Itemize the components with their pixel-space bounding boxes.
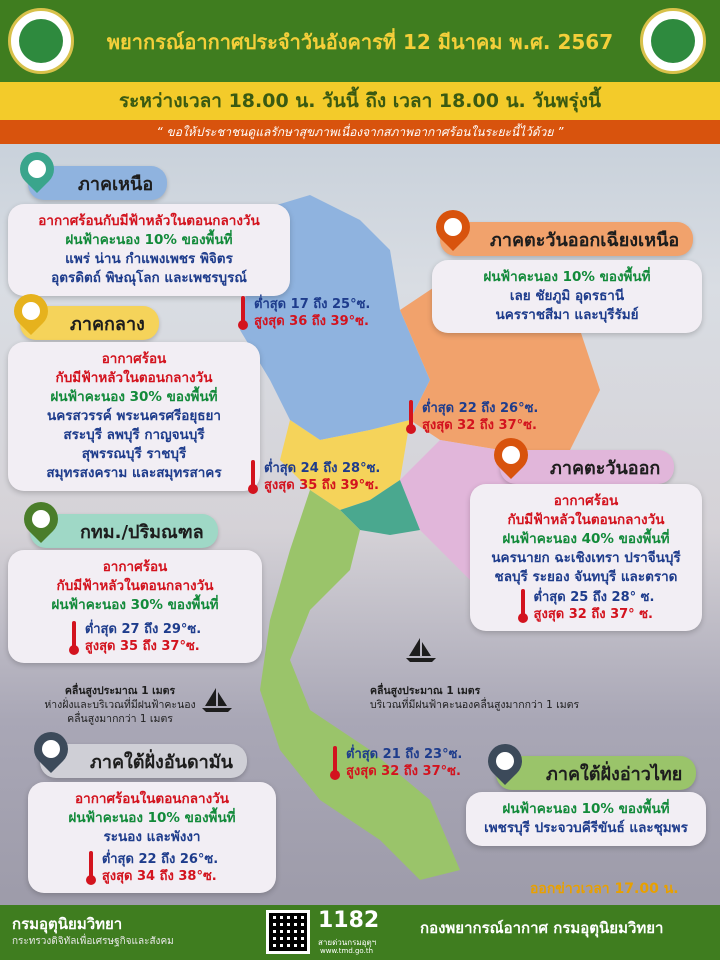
thermometer-icon <box>86 851 96 885</box>
forecast-line: กับมีฟ้าหลัวในตอนกลางวัน <box>507 512 665 528</box>
wave-title: คลื่นสูงประมาณ 1 เมตร <box>64 685 176 697</box>
temp-east <box>476 589 696 623</box>
region-name-northeast: ภาคตะวันออกเฉียงเหนือ <box>490 229 680 251</box>
temp-min: ต่ำสุด 22 ถึง 26°ซ. <box>101 852 219 867</box>
temp-max: สูงสุด 32 ถึง 37°ซ. <box>346 764 461 779</box>
temp-bangkok <box>14 621 256 655</box>
forecast-line: อากาศร้อน <box>101 351 167 367</box>
forecast-period: ระหว่างเวลา 18.00 น. วันนี้ ถึง เวลา 18.00 น. วันพรุ่งนี้ <box>0 82 720 120</box>
sailboat-icon <box>200 686 234 714</box>
forecast-line: ชลบุรี ระยอง จันทบุรี และตราด <box>494 569 678 585</box>
sailboat-icon <box>404 636 438 664</box>
callout-south-gulf <box>466 792 706 846</box>
forecast-line: อากาศร้อนกับมีฟ้าหลัวในตอนกลางวัน <box>38 213 260 229</box>
forecast-line: ฝนฟ้าคะนอง 30% ของพื้นที่ <box>51 597 219 613</box>
website-link[interactable]: www.tmd.go.th <box>320 947 373 955</box>
temp-max: สูงสุด 35 ถึง 39°ซ. <box>264 478 379 493</box>
tmd-logo <box>640 8 706 74</box>
forecast-line: อากาศร้อน <box>553 493 619 509</box>
forecast-line: อุตรดิตถ์ พิษณุโลก และเพชรบูรณ์ <box>51 270 247 286</box>
footer-ministry: กระทรวงดิจิทัลเพื่อเศรษฐกิจและสังคม <box>12 936 174 947</box>
forecast-line: กับมีฟ้าหลัวในตอนกลางวัน <box>55 370 213 386</box>
page-title: พยากรณ์อากาศประจำวันอังคารที่ 12 มีนาคม พ.ศ. 2567 <box>106 30 614 54</box>
temp-min: ต่ำสุด 17 ถึง 25°ซ. <box>254 297 371 312</box>
ministry-seal-icon <box>19 19 63 63</box>
forecast-line: ฝนฟ้าคะนอง 40% ของพื้นที่ <box>502 531 670 547</box>
temp-northeast <box>406 400 538 434</box>
region-name-bangkok: กทม./ปริมณฑล <box>80 521 204 543</box>
temp-min: ต่ำสุด 22 ถึง 26°ซ. <box>422 401 539 416</box>
temp-central <box>248 460 380 494</box>
region-name-central: ภาคกลาง <box>70 313 145 335</box>
hotline-number: 1182 <box>318 908 380 933</box>
temp-max: สูงสุด 32 ถึง 37°ซ. <box>422 418 537 433</box>
forecast-line: สุพรรณบุรี ราชบุรี <box>81 446 187 462</box>
temp-min: ต่ำสุด 24 ถึง 28°ซ. <box>264 461 381 476</box>
temp-max: สูงสุด 34 ถึง 38°ซ. <box>101 869 217 884</box>
callout-east <box>470 484 702 631</box>
forecast-line: นครสวรรค์ พระนครศรีอยุธยา <box>46 408 222 424</box>
temp-max: สูงสุด 35 ถึง 37°ซ. <box>84 639 200 654</box>
thermometer-icon <box>330 746 340 780</box>
forecast-line: ฝนฟ้าคะนอง 30% ของพื้นที่ <box>50 389 218 405</box>
region-tag-south-gulf <box>496 756 696 790</box>
callout-south-andaman <box>28 782 276 893</box>
temp-south-andaman <box>34 851 270 885</box>
forecast-line: แพร่ น่าน กำแพงเพชร พิจิตร <box>65 251 233 267</box>
region-tag-northeast <box>440 222 693 256</box>
wave-line: บริเวณที่มีฝนฟ้าคะนองคลื่นสูงมากกว่า 1 เมตร <box>370 699 580 711</box>
forecast-line: ฝนฟ้าคะนอง 10% ของพื้นที่ <box>65 232 233 248</box>
footer-org: กรมอุตุนิยมวิทยา <box>12 915 123 933</box>
region-name-south-gulf: ภาคใต้ฝั่งอ่าวไทย <box>546 763 683 785</box>
footer-division: กองพยากรณ์อากาศ กรมอุตุนิยมวิทยา <box>420 919 664 937</box>
callout-northeast <box>432 260 702 333</box>
forecast-line: เลย ชัยภูมิ อุดรธานี <box>509 288 625 304</box>
region-name-north: ภาคเหนือ <box>78 173 154 195</box>
wave-info-gulf <box>370 684 610 712</box>
qr-code-icon <box>269 913 307 951</box>
region-name-south-andaman: ภาคใต้ฝั่งอันดามัน <box>90 751 233 773</box>
callout-central <box>8 342 260 491</box>
wave-title: คลื่นสูงประมาณ 1 เมตร <box>370 685 481 697</box>
forecast-line: ระนอง และพังงา <box>103 829 201 845</box>
ministry-logo <box>8 8 74 74</box>
forecast-line: เพชรบุรี ประจวบคีรีขันธ์ และชุมพร <box>484 820 688 836</box>
thermometer-icon <box>248 460 258 494</box>
issued-time: ออกข่าวเวลา 17.00 น. <box>530 881 679 897</box>
forecast-line: นครราชสีมา และบุรีรัมย์ <box>495 307 639 323</box>
region-tag-south-andaman <box>40 744 247 778</box>
callout-bangkok <box>8 550 262 663</box>
tmd-seal-icon <box>651 19 695 63</box>
wave-line: ห่างฝั่งและบริเวณที่มีฝนฟ้าคะนอง <box>44 699 196 711</box>
forecast-line: อากาศร้อน <box>102 559 168 575</box>
qr-code[interactable] <box>266 910 310 954</box>
forecast-line: ฝนฟ้าคะนอง 10% ของพื้นที่ <box>502 801 670 817</box>
thermometer-icon <box>518 589 528 623</box>
region-name-east: ภาคตะวันออก <box>550 457 661 479</box>
forecast-line: สระบุรี ลพบุรี กาญจนบุรี <box>63 427 205 443</box>
forecast-line: กับมีฟ้าหลัวในตอนกลางวัน <box>56 578 214 594</box>
callout-north <box>8 204 290 296</box>
temp-south-gulf <box>330 746 462 780</box>
forecast-line: ฝนฟ้าคะนอง 10% ของพื้นที่ <box>483 269 651 285</box>
thermometer-icon <box>406 400 416 434</box>
wave-line: คลื่นสูงมากกว่า 1 เมตร <box>67 713 173 725</box>
temp-min: ต่ำสุด 21 ถึง 23°ซ. <box>346 747 463 762</box>
temp-min: ต่ำสุด 25 ถึง 28° ซ. <box>533 590 655 605</box>
wave-info-andaman <box>30 684 210 726</box>
forecast-line: นครนายก ฉะเชิงเทรา ปราจีนบุรี <box>491 550 681 566</box>
temp-max: สูงสุด 32 ถึง 37° ซ. <box>533 607 653 622</box>
thermometer-icon <box>69 621 79 655</box>
hotline-label: สายด่วนกรมอุตุฯ <box>318 938 377 947</box>
forecast-line: อากาศร้อนในตอนกลางวัน <box>75 791 229 807</box>
thermometer-icon <box>238 296 248 330</box>
temp-max: สูงสุด 36 ถึง 39°ซ. <box>254 314 369 329</box>
temp-min: ต่ำสุด 27 ถึง 29°ซ. <box>84 622 202 637</box>
temp-north <box>238 296 370 330</box>
health-advice: “ ขอให้ประชาชนดูแลรักษาสุขภาพเนื่องจากสภาพอากาศร้อนในระยะนี้ไว้ด้วย ” <box>0 120 720 144</box>
forecast-line: ฝนฟ้าคะนอง 10% ของพื้นที่ <box>68 810 236 826</box>
forecast-line: สมุทรสงคราม และสมุทรสาคร <box>46 465 222 481</box>
